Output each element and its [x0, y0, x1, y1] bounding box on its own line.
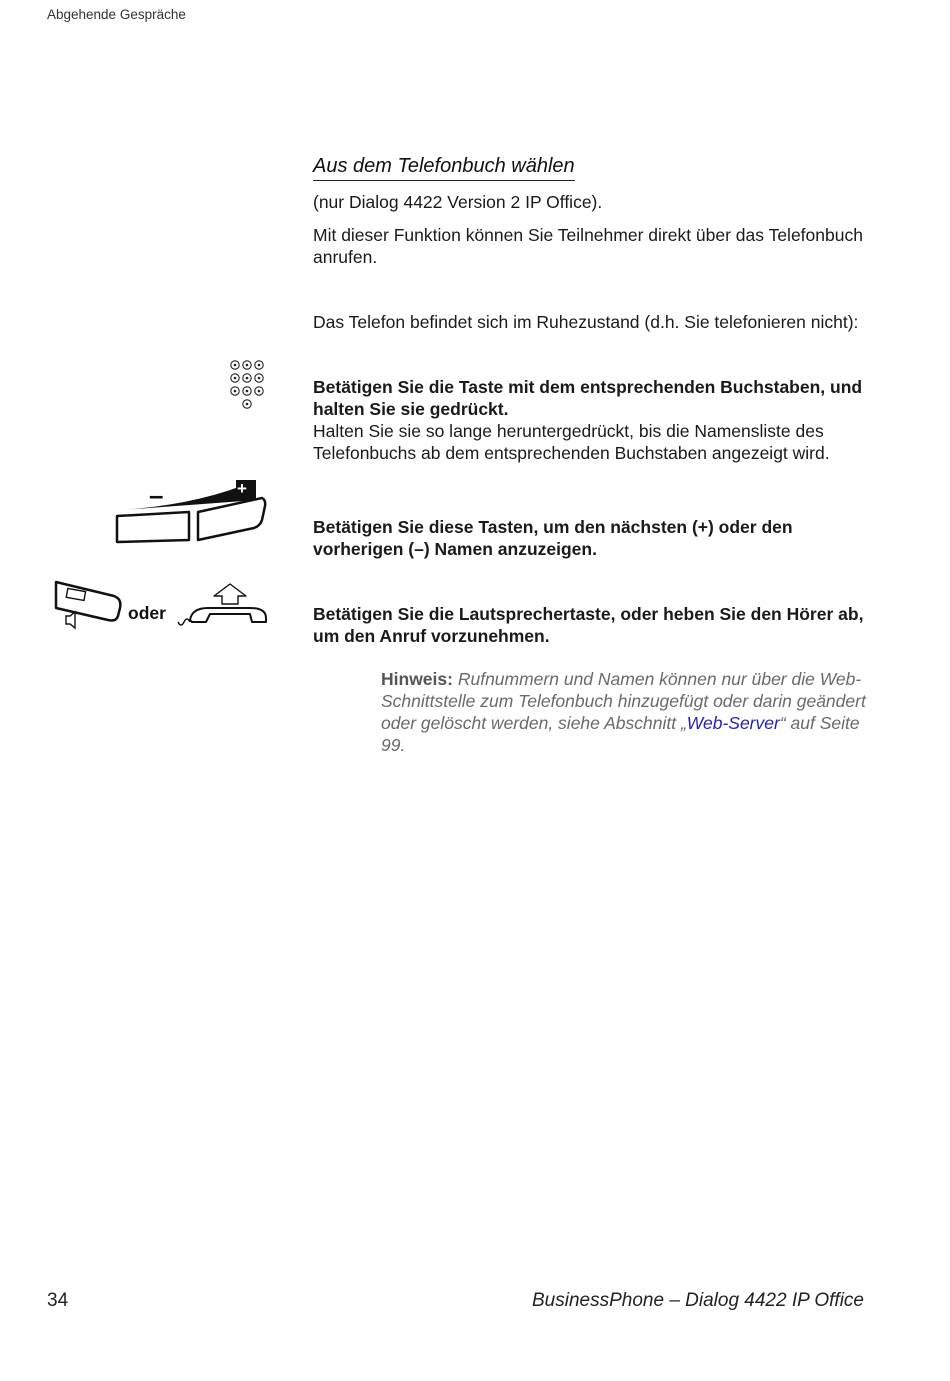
speaker-key-icon	[52, 578, 126, 634]
or-label: oder	[128, 603, 166, 623]
minus-sign: –	[149, 480, 164, 510]
section-title: Aus dem Telefonbuch wählen	[313, 155, 575, 181]
keypad-icon	[228, 358, 270, 414]
step1-instruction: Betätigen Sie die Taste mit dem entsprechenden Buchstaben, und halten Sie sie gedrückt.	[313, 377, 863, 419]
note-label: Hinweis:	[381, 669, 453, 689]
availability-text: (nur Dialog 4422 Version 2 IP Office).	[313, 192, 603, 212]
note-text-after: “ auf Seite 99.	[381, 713, 860, 755]
intro-text: Mit dieser Funktion können Sie Teilnehmer direkt über das Telefonbuch anrufen.	[313, 225, 863, 267]
step2-instruction: Betätigen Sie diese Tasten, um den nächsten (+) oder den vorherigen (–) Namen anzuzeigen.	[313, 517, 793, 559]
precondition-text: Das Telefon befindet sich im Ruhezustand (d.h. Sie telefonieren nicht):	[313, 312, 859, 332]
running-head: Abgehende Gespräche	[47, 7, 186, 22]
handset-lift-icon	[172, 582, 270, 630]
step3-instruction: Betätigen Sie die Lautsprechertaste, oder heben Sie den Hörer ab, um den Anruf vorzunehmen.	[313, 604, 864, 646]
footer-doc-title: BusinessPhone – Dialog 4422 IP Office	[532, 1290, 864, 1311]
web-server-link[interactable]: Web-Server	[686, 713, 780, 733]
note-block	[381, 668, 871, 756]
page-number: 34	[47, 1290, 69, 1311]
step1-detail: Halten Sie sie so lange heruntergedrückt, bis die Namensliste des Telefonbuchs ab dem entsprechenden Buchstaben angezeigt wird.	[313, 421, 830, 463]
note-text: Rufnummern und Namen können nur über die Web-Schnittstelle zum Telefonbuch hinzugefügt oder darin geändert oder gelöscht werden, siehe Abschnitt „	[381, 669, 866, 733]
plus-sign: +	[237, 479, 247, 498]
